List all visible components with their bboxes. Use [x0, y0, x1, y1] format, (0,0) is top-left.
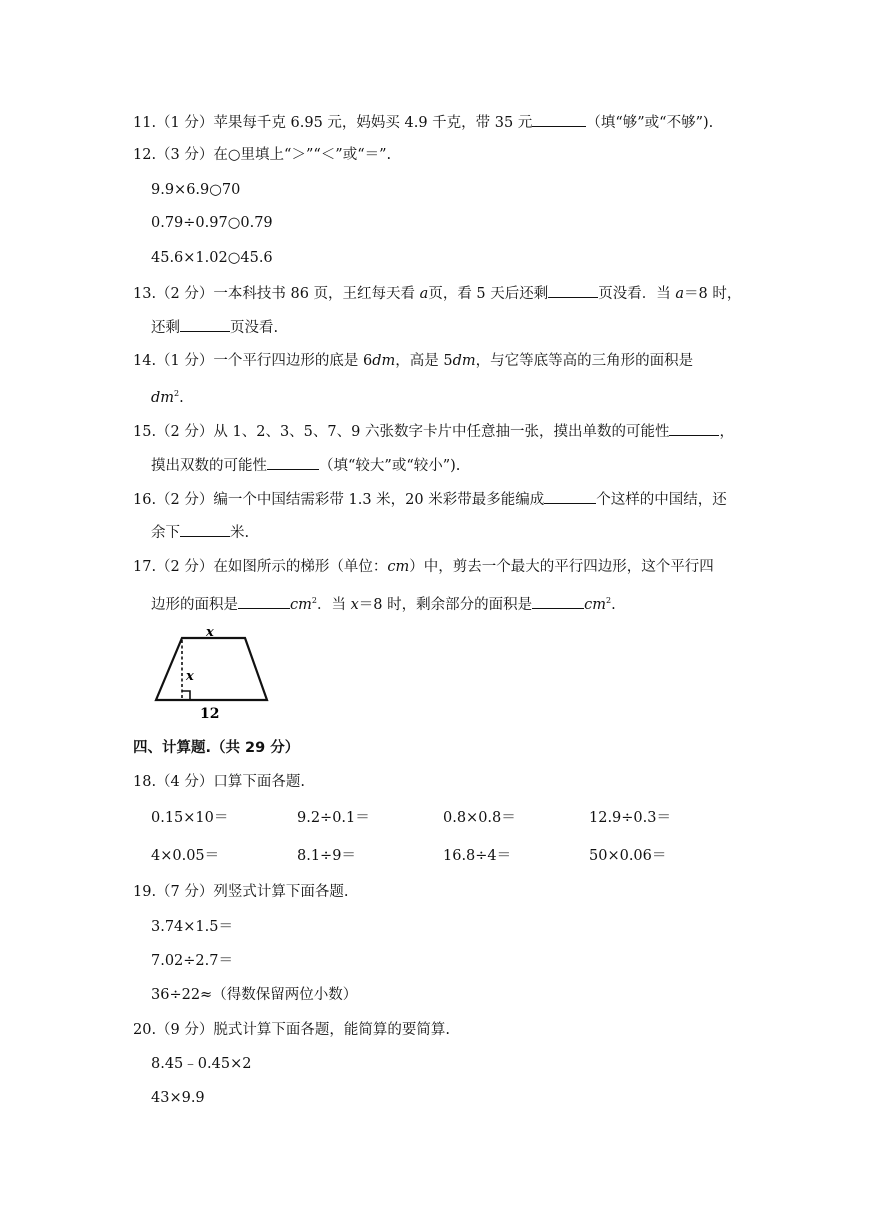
q18-r2c2: 8.1÷9＝ [297, 848, 356, 864]
q12-item-2: 0.79÷0.97○0.79 [151, 215, 273, 231]
q18-r2c3: 16.8÷4＝ [443, 848, 512, 864]
q17-line-1: 17.（2 分）在如图所示的梯形（单位：cm）中，剪去一个最大的平行四边形，这个平行四 [133, 559, 714, 575]
q12-item-3: 45.6×1.02○45.6 [151, 250, 273, 266]
q19-item-1: 3.74×1.5＝ [151, 919, 233, 935]
q16-answer-blank-1[interactable] [544, 489, 596, 504]
q20-stem: 20.（9 分）脱式计算下面各题，能简算的要简算. [133, 1022, 451, 1038]
q20-item-1: 8.45﹣0.45×2 [151, 1056, 252, 1072]
q18-r1c1: 0.15×10＝ [151, 810, 229, 826]
q13-line-1: 13.（2 分）一本科技书 86 页，王红每天看 a页，看 5 天后还剩 页没看．当 a＝8 时， [133, 283, 741, 304]
q13-line-2: 还剩 页没看. [151, 317, 278, 338]
q19-item-2: 7.02÷2.7＝ [151, 953, 233, 969]
q12-item-1: 9.9×6.9○70 [151, 182, 241, 198]
q15-answer-blank-1[interactable] [669, 421, 719, 436]
q16-line-2: 余下 米. [151, 522, 249, 543]
q12-stem: 12.（3 分）在○里填上“＞”“＜”或“＝”. [133, 147, 392, 163]
q19-stem: 19.（7 分）列竖式计算下面各题. [133, 884, 349, 900]
q15-line-2: 摸出双数的可能性 （填“较大”或“较小”). [151, 455, 460, 476]
q20-item-2: 43×9.9 [151, 1090, 205, 1106]
top-label: x [206, 625, 214, 640]
q15-line-1: 15.（2 分）从 1、2、3、5、7、9 六张数字卡片中任意抽一张，摸出单数的可能性 ， [133, 421, 734, 442]
height-label: x [186, 669, 194, 684]
q11-line: 11.（1 分）苹果每千克 6.95 元，妈妈买 4.9 千克，带 35 元 （填“够”或“不够”). [133, 112, 713, 133]
q18-r1c4: 12.9÷0.3＝ [589, 810, 671, 826]
q18-r1c2: 9.2÷0.1＝ [297, 810, 370, 826]
section-4-title: 四、计算题.（共 29 分） [133, 740, 300, 756]
q13-answer-blank-1[interactable] [548, 283, 598, 298]
q14-line-2: $dm^2$. [151, 389, 184, 406]
q19-item-3: 36÷22≈（得数保留两位小数） [151, 987, 358, 1003]
bottom-label: 12 [200, 706, 220, 722]
q17-answer-blank-1[interactable] [238, 594, 290, 609]
q16-answer-blank-2[interactable] [180, 522, 230, 537]
trapezoid-figure [150, 622, 275, 724]
right-angle-mark [182, 691, 190, 699]
q17-answer-blank-2[interactable] [532, 594, 584, 609]
q14-line-1: 14.（1 分）一个平行四边形的底是 6dm，高是 5dm，与它等底等高的三角形的面积是 [133, 353, 694, 369]
q11-answer-blank[interactable] [532, 112, 586, 127]
q18-r1c3: 0.8×0.8＝ [443, 810, 516, 826]
q18-r2c1: 4×0.05＝ [151, 848, 220, 864]
q13-answer-blank-2[interactable] [180, 317, 230, 332]
q18-stem: 18.（4 分）口算下面各题. [133, 774, 306, 790]
q15-answer-blank-2[interactable] [267, 455, 319, 470]
q17-line-2: 边形的面积是 $cm^2$．当 x＝8 时，剩余部分的面积是 $cm^2$. [151, 596, 616, 613]
q18-r2c4: 50×0.06＝ [589, 848, 667, 864]
trapezoid-shape [156, 638, 267, 700]
q16-line-1: 16.（2 分）编一个中国结需彩带 1.3 米，20 米彩带最多能编成 个这样的中国结，还 [133, 489, 727, 510]
